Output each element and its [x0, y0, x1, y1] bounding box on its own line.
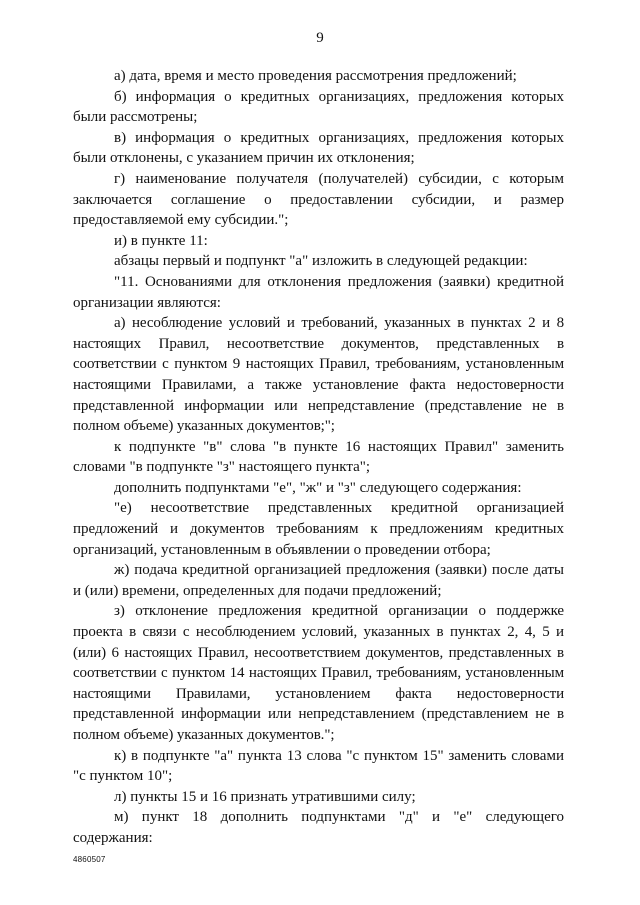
paragraph: абзацы первый и подпункт "а" изложить в следующей редакции: — [114, 253, 528, 270]
paragraph: з) отклонение предложения кредитной организации о поддержке проекта в связи с несоблюдением условий, указанных в пунктах 2, 4, 5 и (или) 6 настоящих Правил, несоответствием документов, представленных в соответствии с пунктом 14 настоящих Правил, требованиям, установленным настоящими Правилами, установлением факта недостоверности представленной информации или непредставлением (представлением не в полном объеме) указанных документов."; — [73, 603, 564, 743]
paragraph: м) пункт 18 дополнить подпунктами "д" и "е" следующего содержания: — [73, 809, 564, 846]
paragraph: л) пункты 15 и 16 признать утратившими силу; — [114, 788, 416, 805]
paragraph: и) в пункте 11: — [114, 232, 208, 249]
page-number: 9 — [316, 30, 324, 46]
document-body — [73, 66, 564, 849]
paragraph: а) несоблюдение условий и требований, указанных в пунктах 2 и 8 настоящих Правил, несоответствие документов, представленных в соответствии с пунктом 9 настоящих Правил, требованиям, установленным настоящими Правилами, а также установление факта недостоверности представленной информации или непредставление (представление не в полном объеме) указанных документов;"; — [73, 315, 564, 435]
paragraph: дополнить подпунктами "е", "ж" и "з" следующего содержания: — [114, 479, 522, 496]
paragraph: "е) несоответствие представленных кредитной организацией предложений и документов требованиям к предложениям кредитных организаций, установленным в объявлении о проведении отбора; — [73, 500, 564, 558]
paragraph: к) в подпункте "а" пункта 13 слова "с пунктом 15" заменить словами "с пунктом 10"; — [73, 747, 564, 785]
paragraph: б) информация о кредитных организациях, предложения которых были рассмотрены; — [73, 88, 564, 126]
paragraph: "11. Основаниями для отклонения предложения (заявки) кредитной организации являются: — [73, 273, 564, 311]
paragraph: а) дата, время и место проведения рассмотрения предложений; — [114, 68, 517, 84]
document-code: 4860507 — [73, 855, 106, 864]
paragraph: г) наименование получателя (получателей) субсидии, с которым заключается соглашение о предоставлении субсидии, и размер предоставляемой ему субсидии."; — [73, 170, 564, 229]
paragraph: ж) подача кредитной организацией предложения (заявки) после даты и (или) времени, определенных для подачи предложений; — [73, 562, 564, 599]
paragraph: в) информация о кредитных организациях, предложения которых были отклонены, с указанием причин их отклонения; — [73, 129, 564, 167]
paragraph: к подпункте "в" слова "в пункте 16 настоящих Правил" заменить словами "в подпункте "з" настоящего пункта"; — [73, 438, 564, 476]
